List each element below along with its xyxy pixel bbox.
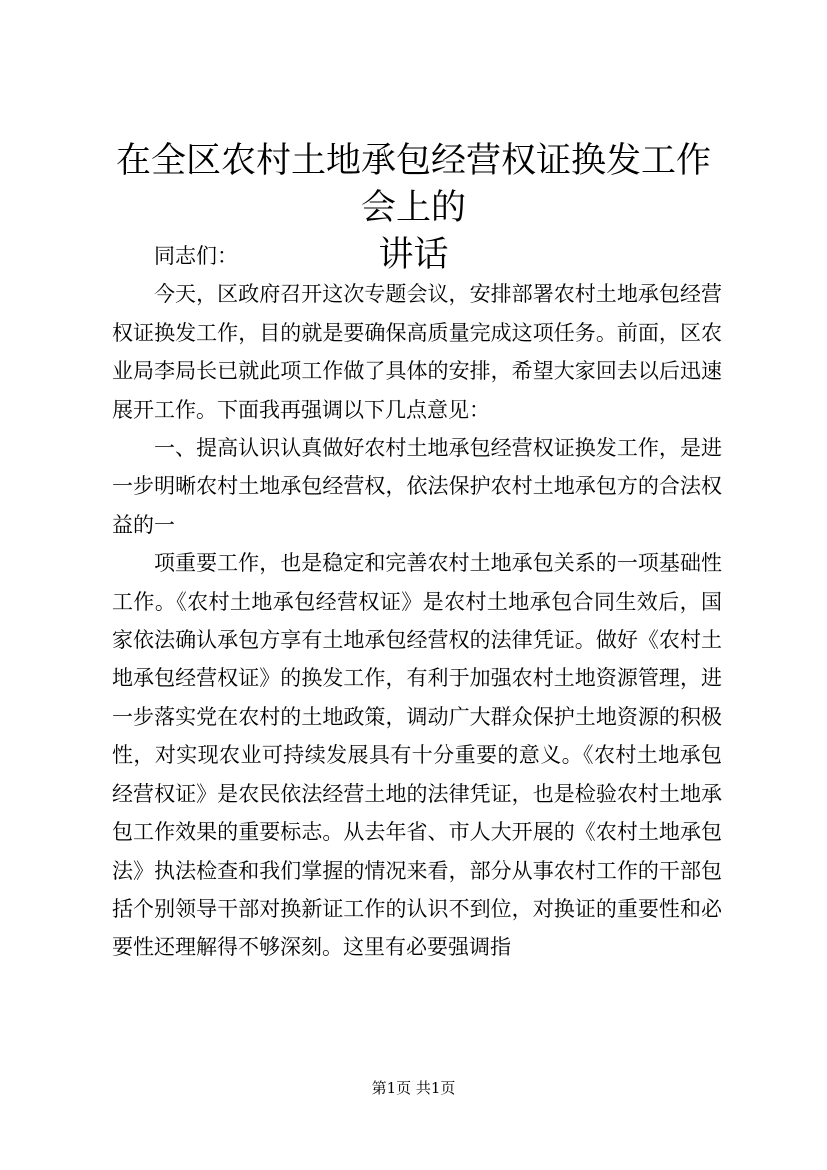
intro-paragraph: 今天，区政府召开这次专题会议，安排部署农村土地承包经营权证换发工作，目的就是要确保高质量完成这项任务。前面，区农业局李局长已就此项工作做了具体的安排，希望大家回去以后迅速展开工作。下面我再强调以下几点意见：: [112, 282, 722, 422]
document-body: [112, 237, 722, 967]
point-one-continuation-paragraph: 项重要工作，也是稳定和完善农村土地承包关系的一项基础性工作。《农村土地承包经营权证》是农村土地承包合同生效后，国家依法确认承包方享有土地承包经营权的法律凭证。做好《农村土地承包经营权证》的换发工作，有利于加强农村土地资源管理，进一步落实党在农村的土地政策，调动广大群众保护土地资源的积极性，对实现农业可持续发展具有十分重要的意义。《农村土地承包经营权证》是农民依法经营土地的法律凭证，也是检验农村土地承包工作效果的重要标志。从去年省、市人大开展的《农村土地承包法》执法检查和我们掌握的情况来看，部分从事农村工作的干部包括个别领导干部对换新证工作的认识不到位，对换证的重要性和必要性还理解得不够深刻。这里有必要强调指: [112, 551, 722, 960]
salutation-paragraph: 同志们：: [154, 244, 238, 268]
title-line-1: 在全区农村土地承包经营权证换发工作会上的: [115, 141, 711, 228]
title-line-2: 讲话: [378, 235, 449, 275]
point-one-paragraph: 一、提高认识认真做好农村土地承包经营权证换发工作，是进一步明晰农村土地承包经营权，依法保护农村土地承包方的合法权益的一: [112, 436, 722, 537]
page-number-footer: 第1页 共1页: [371, 1079, 456, 1097]
